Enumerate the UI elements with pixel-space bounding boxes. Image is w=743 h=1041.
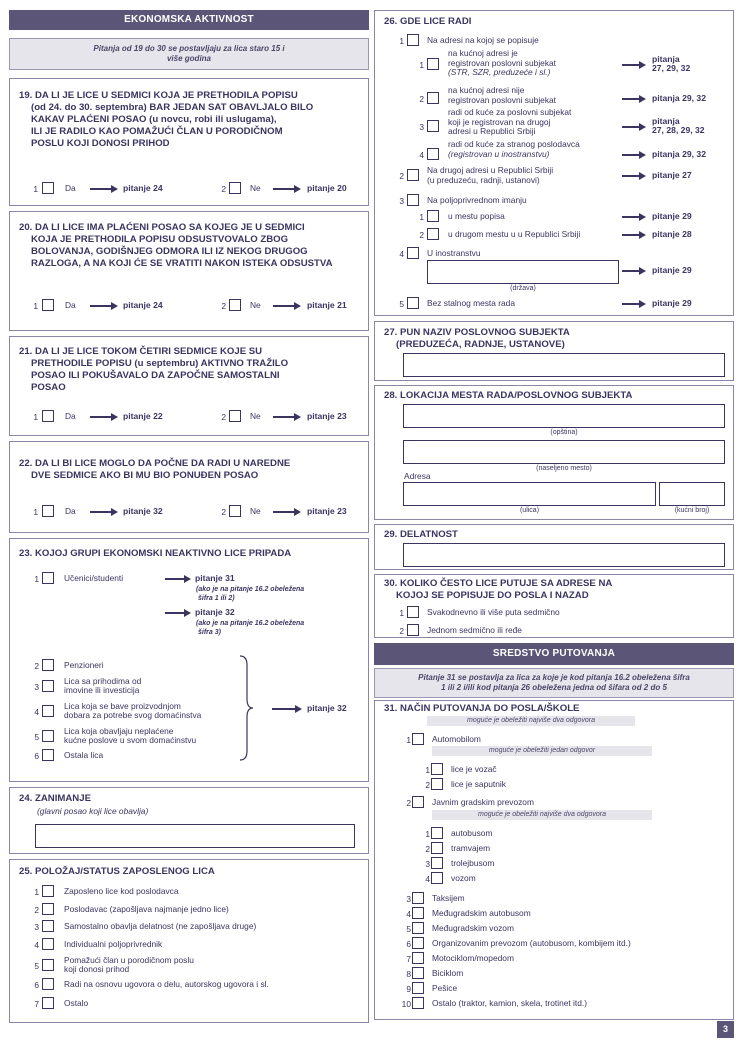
q24-title: 24. ZANIMANJE — [19, 793, 91, 804]
arrow-icon — [622, 95, 646, 103]
country-field-label: (država) — [510, 285, 536, 292]
q31-note: moguće je obeležiti najviše dva odgovora — [427, 716, 635, 726]
q25-opt-num: 2 — [34, 905, 39, 915]
q20-yes-num: 1 — [33, 301, 38, 311]
q23-opt-checkbox[interactable] — [42, 705, 54, 717]
q31-opt-label: Organizovanim prevozom (autobusom, kombijem itd.) — [432, 938, 631, 948]
q22-no-goto: pitanje 23 — [307, 506, 347, 516]
arrow-icon — [90, 302, 118, 310]
settlement-field[interactable] — [403, 440, 725, 464]
q31-auto-num: 1 — [406, 735, 411, 745]
q25-opt-checkbox[interactable] — [42, 885, 54, 897]
q31-opt-num: 9 — [406, 984, 411, 994]
q23-opt-checkbox[interactable] — [42, 749, 54, 761]
q23-opt-num: 5 — [34, 732, 39, 742]
q31-opt-checkbox[interactable] — [412, 997, 424, 1009]
q25-opt-label: Ostalo — [64, 998, 89, 1008]
travel-note: Pitanje 31 se postavlja za lica za koje je kod pitanja 16.2 obeležena šifra 1 ili 2 i/ili kod pitanja 26 obeležena jedna od šifara od 2 do 5 — [374, 668, 734, 698]
q26-o1-sub-num: 3 — [419, 122, 424, 132]
q23-opt1-goto1: pitanje 31 — [195, 573, 235, 583]
q23-opt-label: Lica koja obavljaju neplaćene kućne poslove u svom domaćinstvu — [64, 726, 197, 745]
q26-o2-checkbox[interactable] — [407, 169, 419, 181]
q29-title: 29. DELATNOST — [384, 529, 458, 540]
q31-city-sub-num: 2 — [425, 844, 430, 854]
q23-opt1-label: Učenici/studenti — [64, 573, 124, 583]
q31-opt-label: Ostalo (traktor, kamion, skela, trotinet itd.) — [432, 998, 587, 1008]
q19-no-checkbox[interactable] — [229, 182, 241, 194]
q26-o3-label: Na poljoprivrednom imanju — [427, 195, 527, 205]
q20-no-goto: pitanje 21 — [307, 300, 347, 310]
arrow-icon — [273, 508, 301, 516]
q31-opt-checkbox[interactable] — [412, 922, 424, 934]
q21-yes-checkbox[interactable] — [42, 410, 54, 422]
q26-o2-num: 2 — [399, 171, 404, 181]
q31-opt-checkbox[interactable] — [412, 967, 424, 979]
q25-opt-checkbox[interactable] — [42, 920, 54, 932]
q26-o1-sub-goto: pitanja 29, 32 — [652, 93, 706, 103]
q25-opt-checkbox[interactable] — [42, 959, 54, 971]
q19-yes-label: Da — [65, 183, 76, 193]
q26-title: 26. GDE LICE RADI — [384, 16, 472, 27]
q31-city-sub-label: vozom — [451, 873, 476, 883]
q31-city-note: moguće je obeležiti najviše dva odgovora — [432, 810, 652, 820]
municipality-field[interactable] — [403, 404, 725, 428]
q26-o5-num: 5 — [399, 299, 404, 309]
q23-opt-checkbox[interactable] — [42, 730, 54, 742]
q23-opt-num: 4 — [34, 707, 39, 717]
q21-no-checkbox[interactable] — [229, 410, 241, 422]
q21-no-label: Ne — [250, 411, 261, 421]
q19-no-num: 2 — [221, 184, 226, 194]
q23-opt-num: 2 — [34, 661, 39, 671]
q23-opt-label: Ostala lica — [64, 750, 104, 760]
arrow-icon — [273, 185, 301, 193]
q31-city-sub-checkbox[interactable] — [431, 827, 443, 839]
arrow-icon — [90, 413, 118, 421]
arrow-icon — [90, 508, 118, 516]
q20-yes-checkbox[interactable] — [42, 299, 54, 311]
q22-no-num: 2 — [221, 507, 226, 517]
q26-o5-checkbox[interactable] — [407, 297, 419, 309]
arrow-icon — [273, 413, 301, 421]
q31-auto-checkbox[interactable] — [412, 733, 424, 745]
brace-icon — [238, 655, 254, 761]
q22-yes-checkbox[interactable] — [42, 505, 54, 517]
q23-opt-label: Penzioneri — [64, 660, 104, 670]
q19-yes-checkbox[interactable] — [42, 182, 54, 194]
q23-opt1-note1: (ako je na pitanje 16.2 obeležena šifra 1 ili 2) — [196, 586, 305, 602]
q31-opt-num: 10 — [401, 999, 411, 1009]
q25-opt-num: 1 — [34, 887, 39, 897]
q21-yes-goto: pitanje 22 — [123, 411, 163, 421]
activity-field[interactable] — [403, 543, 725, 567]
q31-opt-num: 6 — [406, 939, 411, 949]
q25-opt-checkbox[interactable] — [42, 903, 54, 915]
q31-city-sub-checkbox[interactable] — [431, 857, 443, 869]
q30-opt-label: Jednom sedmično ili ređe — [427, 625, 522, 635]
q26-o1-sub-num: 4 — [419, 150, 424, 160]
q31-title: 31. NAČIN PUTOVANJA DO POSLA/ŠKOLE — [384, 703, 580, 714]
q31-opt-label: Pešice — [432, 983, 458, 993]
arrow-icon — [622, 300, 646, 308]
address-label: Adresa — [404, 471, 431, 481]
q22-no-label: Ne — [250, 506, 261, 516]
q26-o1-sub-label: radi od kuće za stranog poslodavca (registrovan u inostranstvu) — [448, 139, 580, 159]
q26-o1-checkbox[interactable] — [407, 34, 419, 46]
q26-o3-sub-checkbox[interactable] — [427, 228, 439, 240]
q30-opt-label: Svakodnevno ili više puta sedmično — [427, 607, 560, 617]
q31-opt-label: Taksijem — [432, 893, 465, 903]
q21-no-goto: pitanje 23 — [307, 411, 347, 421]
arrow-icon — [622, 213, 646, 221]
q21-yes-label: Da — [65, 411, 76, 421]
q26-o1-sub-goto: pitanja 29, 32 — [652, 149, 706, 159]
q25-opt-label: Samostalno obavlja delatnost (ne zapošljava druge) — [64, 921, 257, 931]
q26-o1-sub-checkbox[interactable] — [427, 92, 439, 104]
q22-no-checkbox[interactable] — [229, 505, 241, 517]
q20-yes-goto: pitanje 24 — [123, 300, 163, 310]
q26-o3-num: 3 — [399, 196, 404, 206]
arrow-icon — [273, 302, 301, 310]
q26-o1-sub-goto: pitanja 27, 28, 29, 32 — [652, 116, 705, 135]
q31-city-checkbox[interactable] — [412, 796, 424, 808]
arrow-icon — [622, 151, 646, 159]
q30-opt-checkbox[interactable] — [407, 606, 419, 618]
q31-opt-checkbox[interactable] — [412, 952, 424, 964]
travel-header: SREDSTVO PUTOVANJA — [374, 643, 734, 665]
q19-no-label: Ne — [250, 183, 261, 193]
occupation-field[interactable] — [35, 824, 355, 848]
q20-no-label: Ne — [250, 300, 261, 310]
q31-city-sub-label: trolejbusom — [451, 858, 495, 868]
q26-o1-sub-num: 1 — [419, 60, 424, 70]
q31-auto-note: moguće je obeležiti jedan odgovor — [432, 746, 652, 756]
q30-opt-checkbox[interactable] — [407, 624, 419, 636]
q23-group-goto: pitanje 32 — [307, 703, 347, 713]
q26-o1-label: Na adresi na kojoj se popisuje — [427, 35, 539, 45]
q26-o3-sub-num: 2 — [419, 230, 424, 240]
house-number-field[interactable] — [659, 482, 725, 506]
q26-o3-sub-num: 1 — [419, 212, 424, 222]
q26-o1-sub-checkbox[interactable] — [427, 148, 439, 160]
q26-o3-sub-label: u mestu popisa — [448, 211, 505, 221]
q31-auto-sub-label: lice je saputnik — [451, 779, 506, 789]
q26-o4-checkbox[interactable] — [407, 247, 419, 259]
q25-title: 25. POLOŽAJ/STATUS ZAPOSLENOG LICA — [19, 866, 215, 877]
q25-opt-label: Poslodavac (zapošljava najmanje jedno lice) — [64, 904, 229, 914]
street-field[interactable] — [403, 482, 656, 506]
econ-note: Pitanja od 19 do 30 se postavljaju za lica staro 15 i više godina — [9, 38, 369, 70]
q25-opt-label: Zaposleno lice kod poslodavca — [64, 886, 179, 896]
q31-auto-label: Automobilom — [432, 734, 481, 744]
arrow-icon — [90, 185, 118, 193]
q27-title: 27. PUN NAZIV POSLOVNOG SUBJEKTA (PREDUZEĆA, RADNJE, USTANOVE) — [384, 327, 570, 350]
q23-opt1-note2: (ako je na pitanje 16.2 obeležena šifra 3) — [196, 620, 305, 636]
q20-yes-label: Da — [65, 300, 76, 310]
q26-o4-num: 4 — [399, 249, 404, 259]
question-22 — [9, 441, 369, 533]
q26-o2-label: Na drugoj adresi u Republici Srbiji (u preduzeću, radnji, ustanovi) — [427, 165, 554, 185]
q21-yes-num: 1 — [33, 412, 38, 422]
q22-yes-label: Da — [65, 506, 76, 516]
q26-o3-sub-goto: pitanje 28 — [652, 229, 692, 239]
q31-auto-sub-checkbox[interactable] — [431, 778, 443, 790]
q31-city-sub-label: autobusom — [451, 828, 493, 838]
q30-opt-num: 2 — [399, 626, 404, 636]
house-number-label: (kućni broj) — [674, 507, 710, 514]
page-number: 3 — [717, 1021, 734, 1038]
q25-opt-checkbox[interactable] — [42, 997, 54, 1009]
q25-opt-label: Pomažući član u porodičnom poslu koji donosi prihod — [64, 955, 194, 974]
arrow-icon — [622, 267, 646, 275]
q30-opt-num: 1 — [399, 608, 404, 618]
q26-o1-sub-label: radi od kuće za poslovni subjekat koji je registrovan na drugoj adresi u Republici Srbiji — [448, 107, 572, 136]
q19-yes-num: 1 — [33, 184, 38, 194]
q26-o3-sub-label: u drugom mestu u u Republici Srbiji — [448, 229, 581, 239]
q25-opt-label: Radi na osnovu ugovora o delu, autorskog ugovora i sl. — [64, 979, 269, 989]
q22-title: 22. DA LI BI LICE MOGLO DA POČNE DA RADI U NAREDNE DVE SEDMICE AKO BI MU BIO PONUĐEN POSAO — [19, 458, 291, 481]
q26-o3-checkbox[interactable] — [407, 194, 419, 206]
q31-auto-sub-checkbox[interactable] — [431, 763, 443, 775]
q22-yes-goto: pitanje 32 — [123, 506, 163, 516]
country-field[interactable] — [427, 260, 619, 284]
street-label: (ulica) — [519, 507, 540, 514]
q26-o1-sub-checkbox[interactable] — [427, 120, 439, 132]
q19-yes-goto: pitanje 24 — [123, 183, 163, 193]
arrow-icon — [622, 123, 646, 131]
q23-opt-checkbox[interactable] — [42, 659, 54, 671]
q19-title: 19. DA LI JE LICE U SEDMICI KOJA JE PRETHODILA POPISU (od 24. do 30. septembra) BAR JEDAN SAT OBAVLJALO BILO KAKAV PLAĆENI POSAO (u novcu, robi ili uslugama), ILI JE RADILO KAO POMAŽUĆI ČLAN U PORODIČNOM POSLU KOJI DONOSI PRIHOD — [19, 90, 314, 149]
q23-opt-num: 3 — [34, 682, 39, 692]
q31-auto-sub-num: 1 — [425, 765, 430, 775]
municipality-label: (opština) — [550, 429, 578, 436]
q31-city-sub-label: tramvajem — [451, 843, 491, 853]
q22-yes-num: 1 — [33, 507, 38, 517]
q25-opt-num: 7 — [34, 999, 39, 1009]
q31-city-sub-num: 3 — [425, 859, 430, 869]
q31-city-label: Javnim gradskim prevozom — [432, 797, 534, 807]
econ-header: EKONOMSKA AKTIVNOST — [9, 10, 369, 30]
q31-opt-label: Biciklom — [432, 968, 464, 978]
q23-opt-label: Lica koja se bave proizvodnjom dobara za potrebe svog domaćinstva — [64, 701, 202, 720]
q31-opt-num: 4 — [406, 909, 411, 919]
q23-opt-label: Lica sa prihodima od imovine ili investicija — [64, 676, 142, 695]
q21-title: 21. DA LI JE LICE TOKOM ČETIRI SEDMICE KOJE SU PRETHODILE POPISU (u septembru) AKTIVNO TRAŽILO POSAO ILI POKUŠAVALO DA ZAPOČNE SAMOSTALNI POSAO — [19, 346, 289, 393]
q23-opt1-num: 1 — [34, 574, 39, 584]
q31-opt-label: Međugradskim autobusom — [432, 908, 531, 918]
q25-opt-num: 3 — [34, 922, 39, 932]
q31-auto-sub-num: 2 — [425, 780, 430, 790]
q20-title: 20. DA LI LICE IMA PLAĆENI POSAO SA KOJEG JE U SEDMICI KOJA JE PRETHODILA POPISU ODSUSTVOVALO ZBOG BOLOVANJA, GODIŠNJEG ODMORA ILI IZ NEKOG DRUGOG RAZLOGA, A NA KOJI ĆE SE VRATITI NAKON ISTEKA ODSUSTVA — [19, 222, 333, 269]
q25-opt-num: 4 — [34, 940, 39, 950]
q31-city-sub-num: 1 — [425, 829, 430, 839]
q31-opt-num: 8 — [406, 969, 411, 979]
q26-o5-goto: pitanje 29 — [652, 298, 692, 308]
q31-city-sub-checkbox[interactable] — [431, 842, 443, 854]
q25-opt-num: 5 — [34, 961, 39, 971]
q31-opt-num: 7 — [406, 954, 411, 964]
q20-no-num: 2 — [221, 301, 226, 311]
question-25 — [9, 859, 369, 1023]
q26-o3-sub-goto: pitanje 29 — [652, 211, 692, 221]
q23-title: 23. KOJOJ GRUPI EKONOMSKI NEAKTIVNO LICE PRIPADA — [19, 548, 292, 559]
arrow-icon — [165, 575, 191, 583]
q26-o1-sub-label: na kućnoj adresi je registrovan poslovni subjekat (STR, SZR, preduzeće i sl.) — [448, 48, 557, 77]
q31-opt-checkbox[interactable] — [412, 982, 424, 994]
q26-o1-num: 1 — [399, 36, 404, 46]
q31-city-sub-checkbox[interactable] — [431, 872, 443, 884]
q26-o2-goto: pitanje 27 — [652, 170, 692, 180]
q24-subtitle: (glavni posao koji lice obavlja) — [37, 806, 149, 816]
arrow-icon — [272, 705, 302, 713]
q25-opt-label: Individualni poljoprivrednik — [64, 939, 163, 949]
q26-o1-sub-label: na kućnoj adresi nije registrovan poslovni subjekat — [448, 85, 557, 105]
q25-opt-checkbox[interactable] — [42, 978, 54, 990]
q21-no-num: 2 — [221, 412, 226, 422]
q31-opt-checkbox[interactable] — [412, 907, 424, 919]
q23-opt1-checkbox[interactable] — [42, 572, 54, 584]
q31-opt-num: 5 — [406, 924, 411, 934]
q26-o3-sub-checkbox[interactable] — [427, 210, 439, 222]
q20-no-checkbox[interactable] — [229, 299, 241, 311]
q31-city-sub-num: 4 — [425, 874, 430, 884]
q26-o5-label: Bez stalnog mesta rada — [427, 298, 515, 308]
q31-opt-checkbox[interactable] — [412, 937, 424, 949]
q23-opt1-goto2: pitanje 32 — [195, 607, 235, 617]
q26-o1-sub-goto: pitanja 27, 29, 32 — [652, 54, 691, 73]
q26-o4-goto: pitanje 29 — [652, 265, 692, 275]
arrow-icon — [622, 61, 646, 69]
business-name-field[interactable] — [403, 353, 725, 377]
q23-opt-num: 6 — [34, 751, 39, 761]
q23-opt-checkbox[interactable] — [42, 680, 54, 692]
q26-o4-label: U inostranstvu — [427, 248, 481, 258]
q26-o1-sub-checkbox[interactable] — [427, 58, 439, 70]
q31-city-num: 2 — [406, 798, 411, 808]
q19-no-goto: pitanje 20 — [307, 183, 347, 193]
q31-opt-label: Međugradskim vozom — [432, 923, 514, 933]
arrow-icon — [165, 609, 191, 617]
q31-opt-label: Motociklom/mopedom — [432, 953, 514, 963]
q31-auto-sub-label: lice je vozač — [451, 764, 497, 774]
q31-opt-num: 3 — [406, 894, 411, 904]
q30-title: 30. KOLIKO ČESTO LICE PUTUJE SA ADRESE NA KOJOJ SE POPISUJE DO POSLA I NAZAD — [384, 578, 613, 601]
q25-opt-checkbox[interactable] — [42, 938, 54, 950]
settlement-label: (naseljeno mesto) — [536, 465, 592, 472]
q25-opt-num: 6 — [34, 980, 39, 990]
arrow-icon — [622, 172, 646, 180]
q31-opt-checkbox[interactable] — [412, 892, 424, 904]
q26-o1-sub-num: 2 — [419, 94, 424, 104]
q28-title: 28. LOKACIJA MESTA RADA/POSLOVNOG SUBJEKTA — [384, 390, 633, 401]
arrow-icon — [622, 231, 646, 239]
